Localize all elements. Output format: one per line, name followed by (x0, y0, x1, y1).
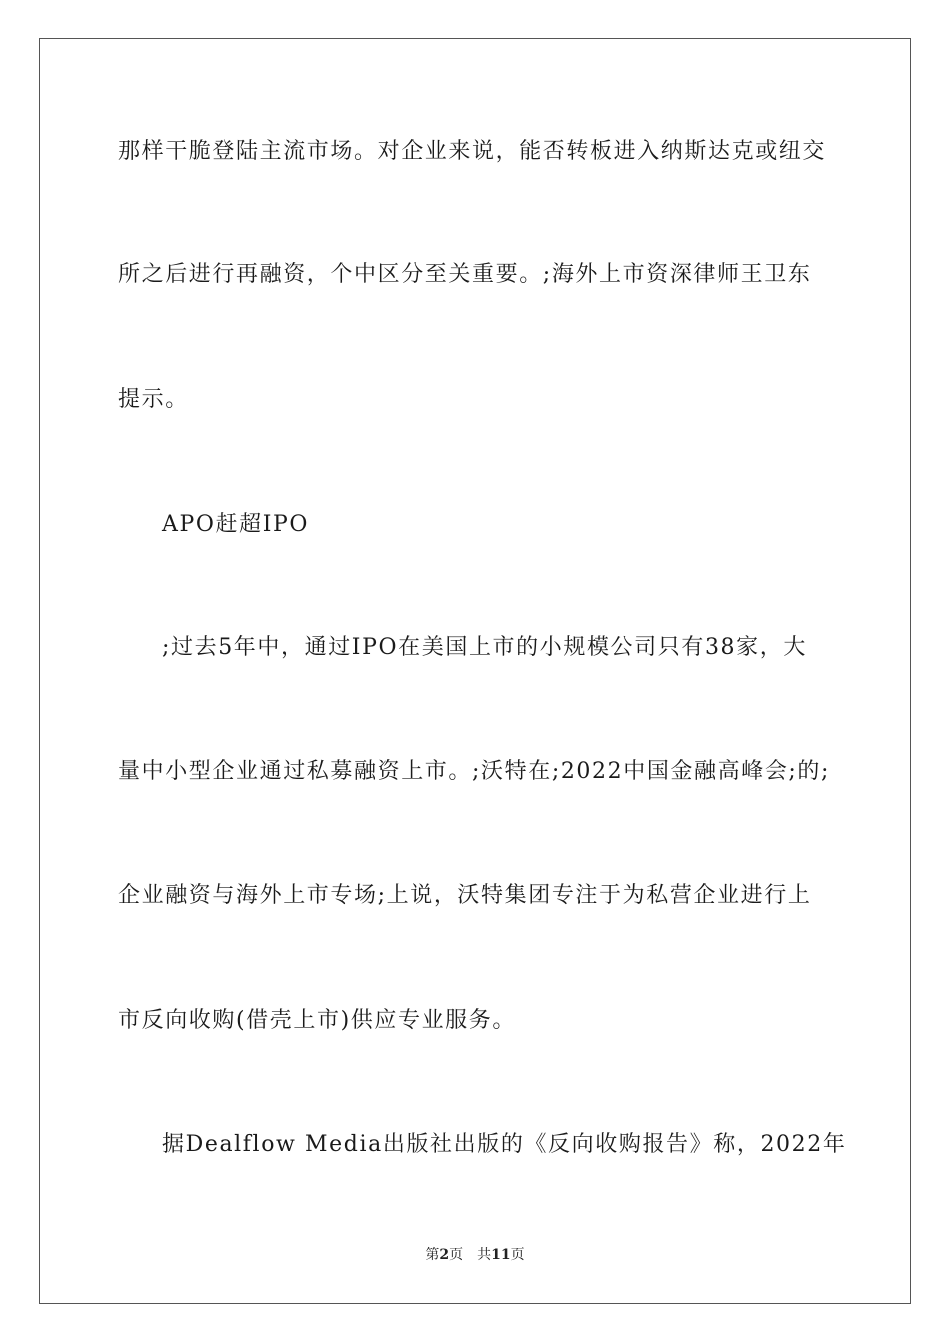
body-text-line: 所之后进行再融资，个中区分至关重要。;海外上市资深律师王卫东 (118, 262, 812, 287)
total-label-prefix: 共 (477, 1247, 492, 1263)
page-label-suffix: 页 (449, 1247, 464, 1263)
body-text-line: 企业融资与海外上市专场;上说，沃特集团专注于为私营企业进行上 (118, 883, 812, 908)
body-text-line: 量中小型企业通过私募融资上市。;沃特在;2022中国金融高峰会;的; (118, 759, 831, 784)
page-footer (0, 1246, 950, 1264)
page-border (39, 38, 911, 1304)
section-heading: APO赶超IPO (162, 512, 310, 537)
body-text-line: 市反向收购(借壳上市)供应专业服务。 (118, 1008, 516, 1033)
current-page-number: 2 (439, 1247, 450, 1263)
page-label-prefix: 第 (425, 1247, 440, 1263)
body-text-line: 提示。 (118, 387, 189, 412)
total-label-suffix: 页 (510, 1247, 525, 1263)
body-text-line: 据Dealflow Media出版社出版的《反向收购报告》称，2022年 (162, 1132, 847, 1157)
body-text-line: ;过去5年中，通过IPO在美国上市的小规模公司只有38家，大 (162, 635, 807, 660)
body-text-line: 那样干脆登陆主流市场。对企业来说，能否转板进入纳斯达克或纽交 (118, 139, 827, 164)
total-page-count: 11 (491, 1247, 511, 1263)
